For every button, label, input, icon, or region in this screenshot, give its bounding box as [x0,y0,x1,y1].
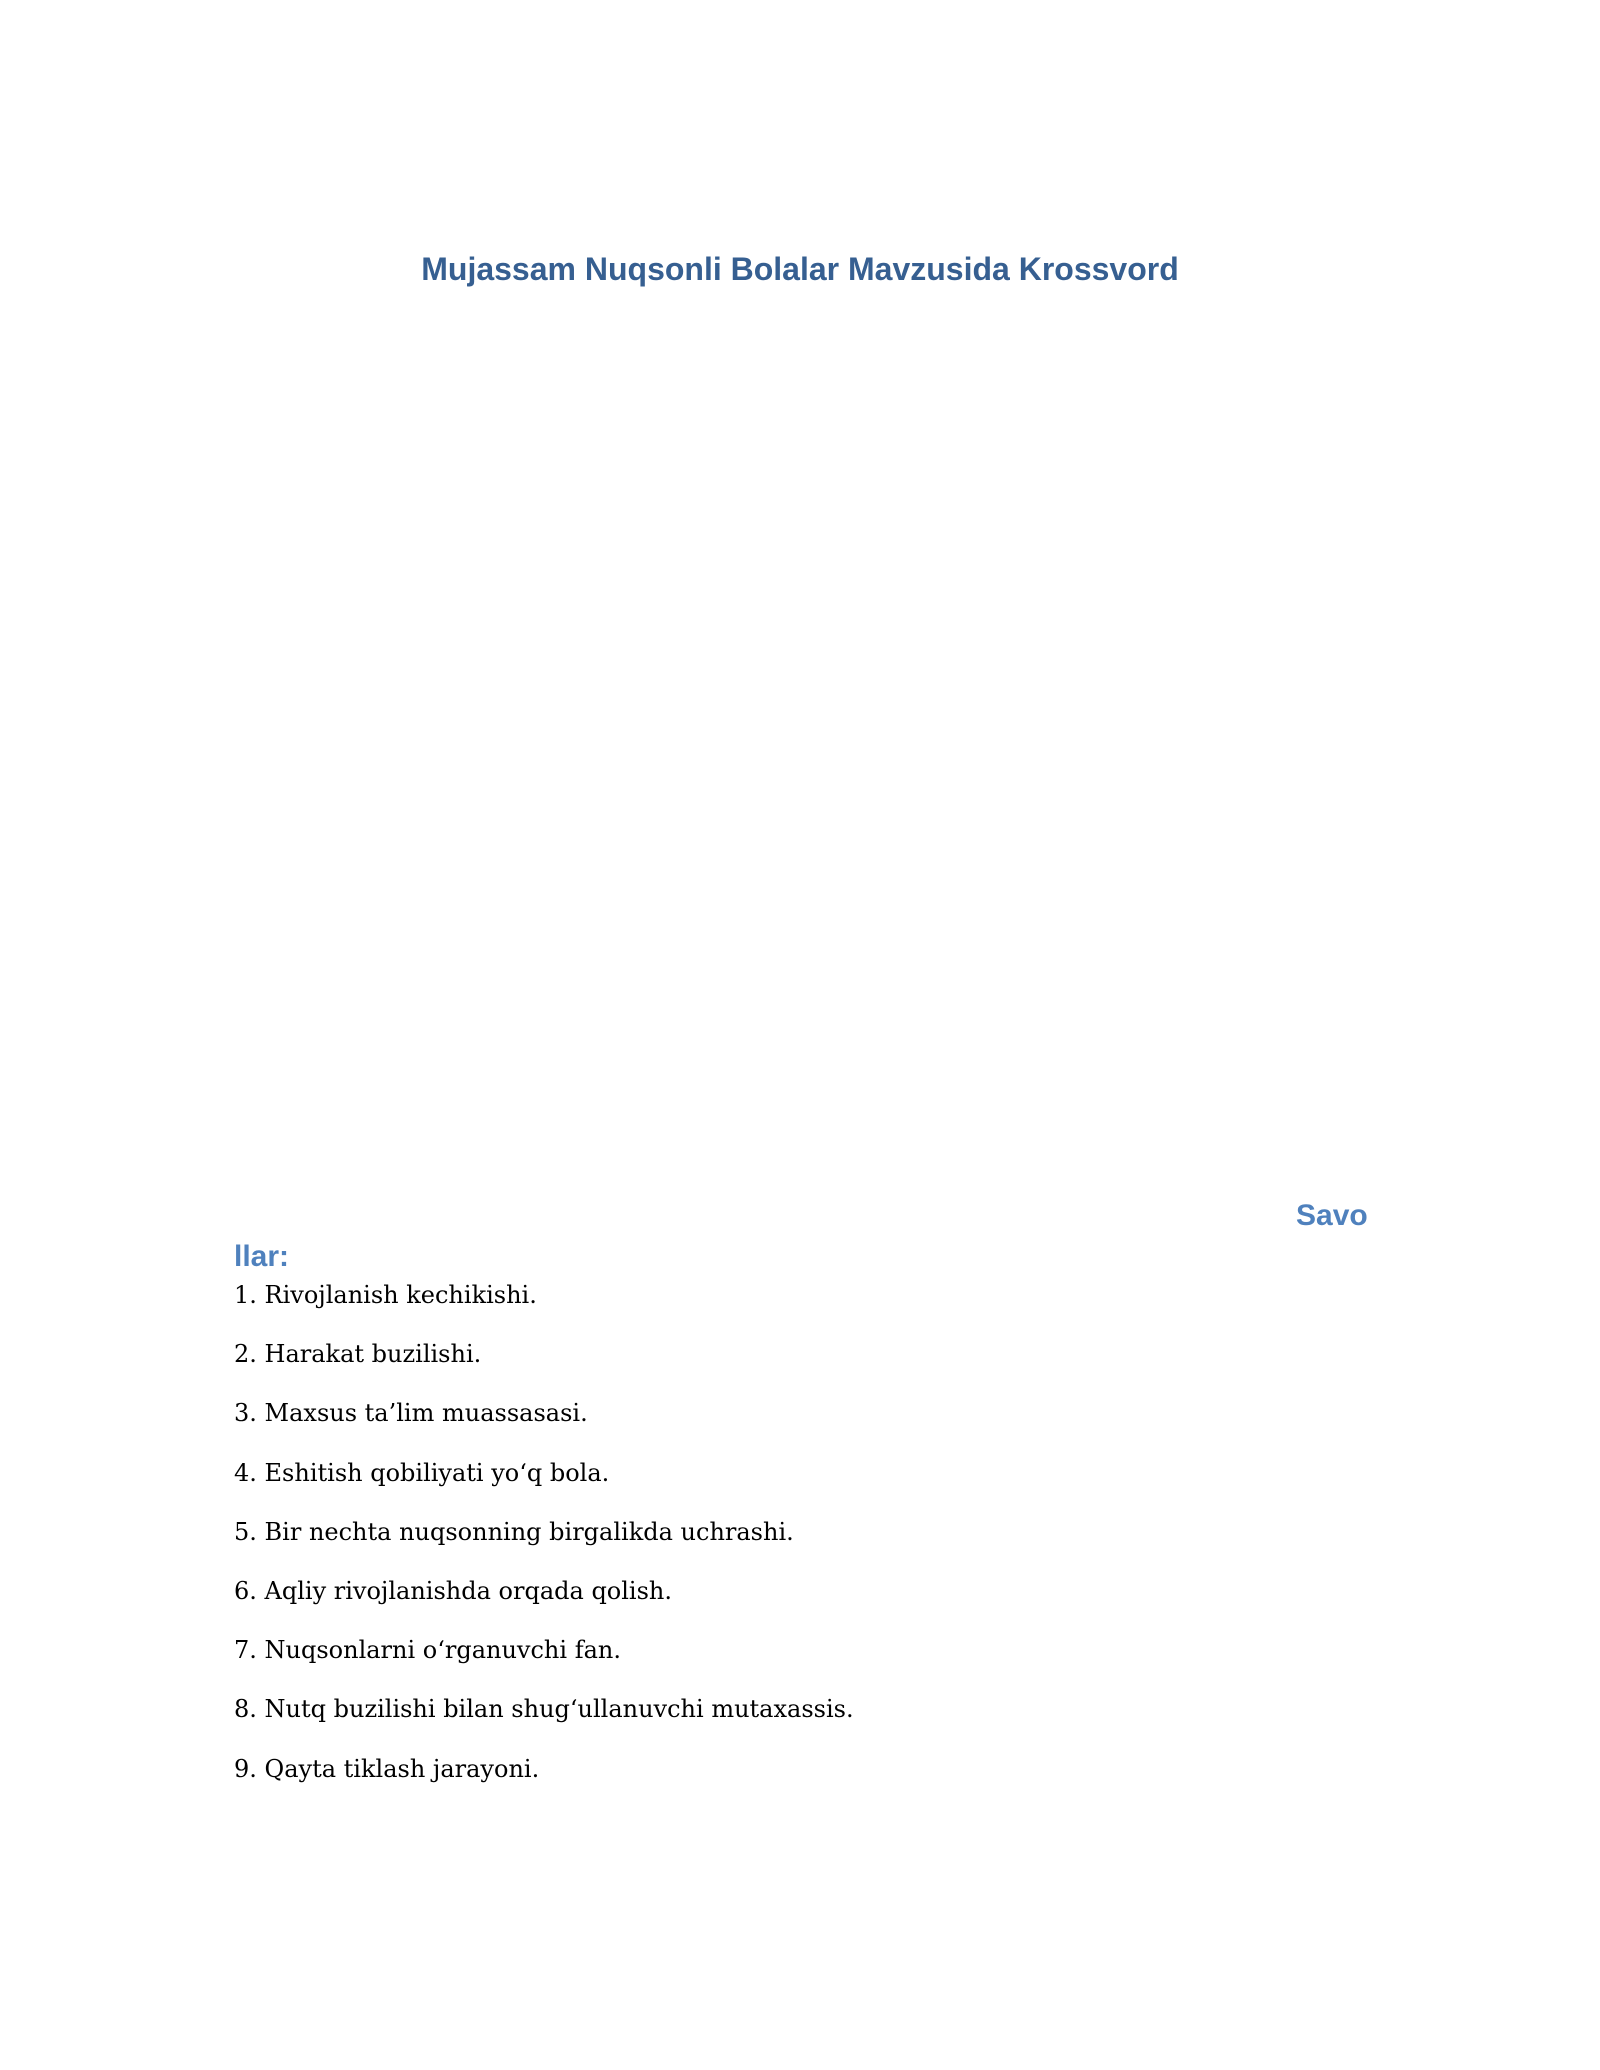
question-item: 1. Rivojlanish kechikishi. [234,1281,537,1309]
question-item: 5. Bir nechta nuqsonning birgalikda uchrashi. [234,1517,794,1546]
questions-heading-part1: Savo [1296,1199,1368,1232]
question-item: 8. Nutq buzilishi bilan shug‘ullanuvchi mutaxassis. [234,1695,854,1724]
question-item: 6. Aqliy rivojlanishda orqada qolish. [234,1576,673,1605]
questions-list [234,1280,1334,1813]
question-item: 7. Nuqsonlarni o‘rganuvchi fan. [234,1636,621,1665]
question-item: 4. Eshitish qobiliyati yo‘q bola. [234,1458,610,1487]
page-title: Mujassam Nuqsonli Bolalar Mavzusida Krossvord [421,251,1179,287]
question-item: 9. Qayta tiklash jarayoni. [234,1754,540,1783]
question-item: 3. Maxsus ta’lim muassasasi. [234,1399,588,1428]
questions-heading-part2: llar: [234,1240,290,1273]
question-item: 2. Harakat buzilishi. [234,1340,482,1369]
